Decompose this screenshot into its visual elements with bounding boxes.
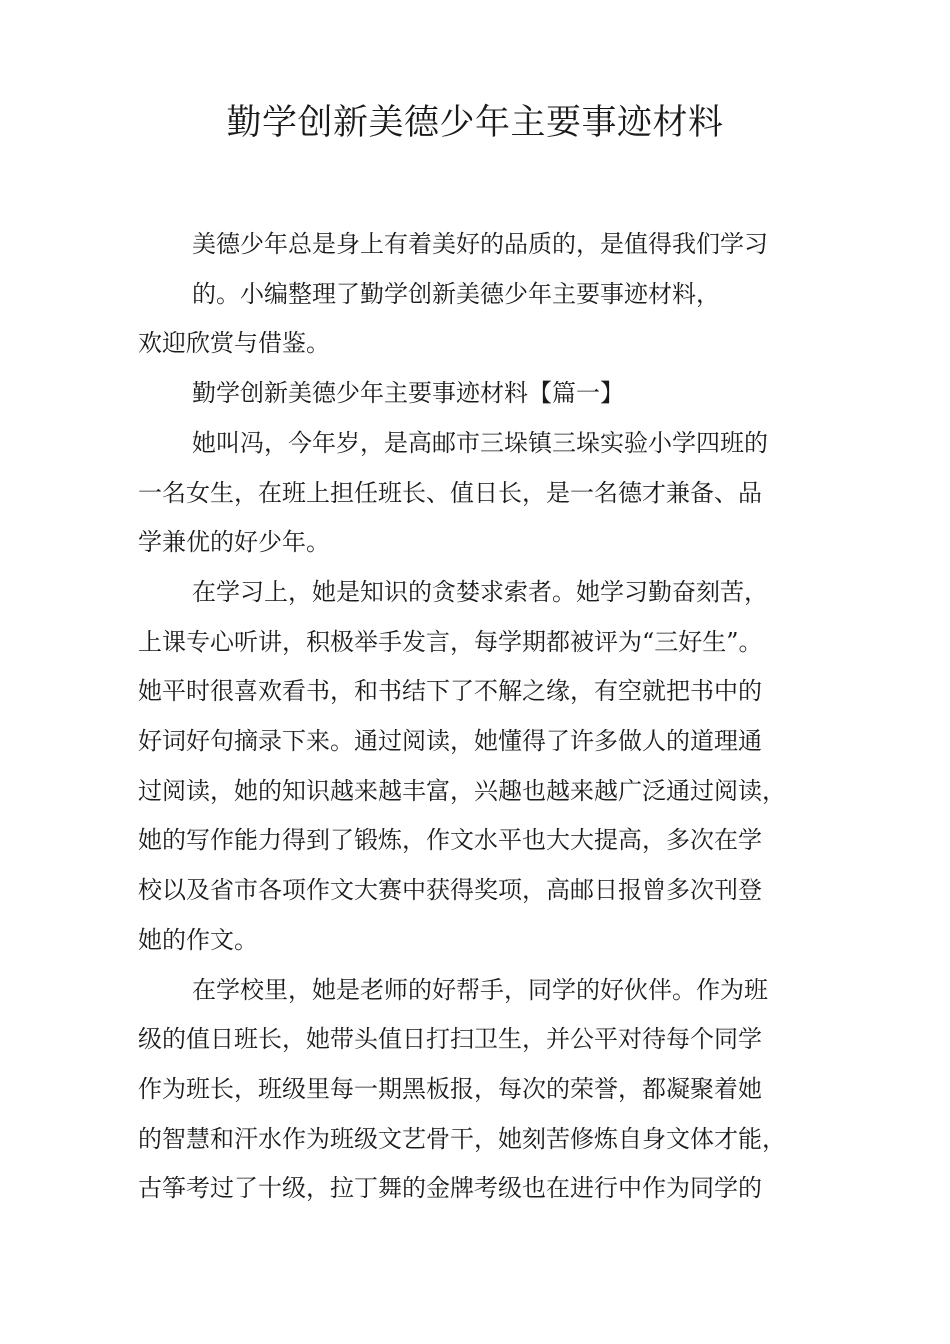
text-line: 她的作文。 (138, 925, 258, 954)
paragraph-3 (138, 966, 818, 1215)
section-heading (138, 369, 818, 419)
text-line: 在学习上，她是知识的贪婪求索者。她学习勤奋刻苦， (192, 577, 768, 606)
text-line: 美德少年总是身上有着美好的品质的，是值得我们学习 (192, 230, 768, 258)
text-line: 欢迎欣赏与借鉴。 (138, 329, 330, 358)
text-line: 古筝考过了十级，拉丁舞的金牌考级也在进行中作为同学的 (138, 1174, 762, 1203)
text-line: 好词好句摘录下来。通过阅读，她懂得了许多做人的道理通 (138, 727, 762, 756)
document-body (138, 220, 818, 1214)
text-line: 勤学创新美德少年主要事迹材料【篇一】 (192, 379, 624, 408)
text-line: 过阅读，她的知识越来越丰富，兴趣也越来越广泛通过阅读， (138, 776, 786, 805)
text-line: 级的值日班长，她带头值日打扫卫生，并公平对待每个同学 (138, 1025, 762, 1054)
text-line: 的。小编整理了勤学创新美德少年主要事迹材料， (192, 279, 720, 308)
text-line: 她平时很喜欢看书，和书结下了不解之缘，有空就把书中的 (138, 677, 762, 706)
text-line: 上课专心听讲，积极举手发言，每学期都被评为“三好生”。 (138, 627, 763, 656)
intro-paragraph (138, 220, 818, 369)
text-line: 作为班长，班级里每一期黑板报，每次的荣誉，都凝聚着她 (138, 1074, 762, 1103)
text-line: 的智慧和汗水作为班级文艺骨干，她刻苦修炼自身文体才能， (138, 1124, 786, 1153)
paragraph-2 (138, 568, 818, 966)
text-line: 一名女生，在班上担任班长、值日长，是一名德才兼备、品 (138, 478, 762, 507)
text-line: 她的写作能力得到了锻炼，作文水平也大大提高，多次在学 (138, 826, 762, 855)
text-line: 在学校里，她是老师的好帮手，同学的好伙伴。作为班 (192, 975, 768, 1004)
text-line: 学兼优的好少年。 (138, 528, 330, 557)
document-title: 勤学创新美德少年主要事迹材料 (226, 103, 724, 143)
text-line: 校以及省市各项作文大赛中获得奖项，高邮日报曾多次刊登 (138, 876, 762, 905)
text-line: 她叫冯，今年岁，是高邮市三垛镇三垛实验小学四班的 (192, 428, 768, 457)
paragraph-1 (138, 419, 818, 568)
